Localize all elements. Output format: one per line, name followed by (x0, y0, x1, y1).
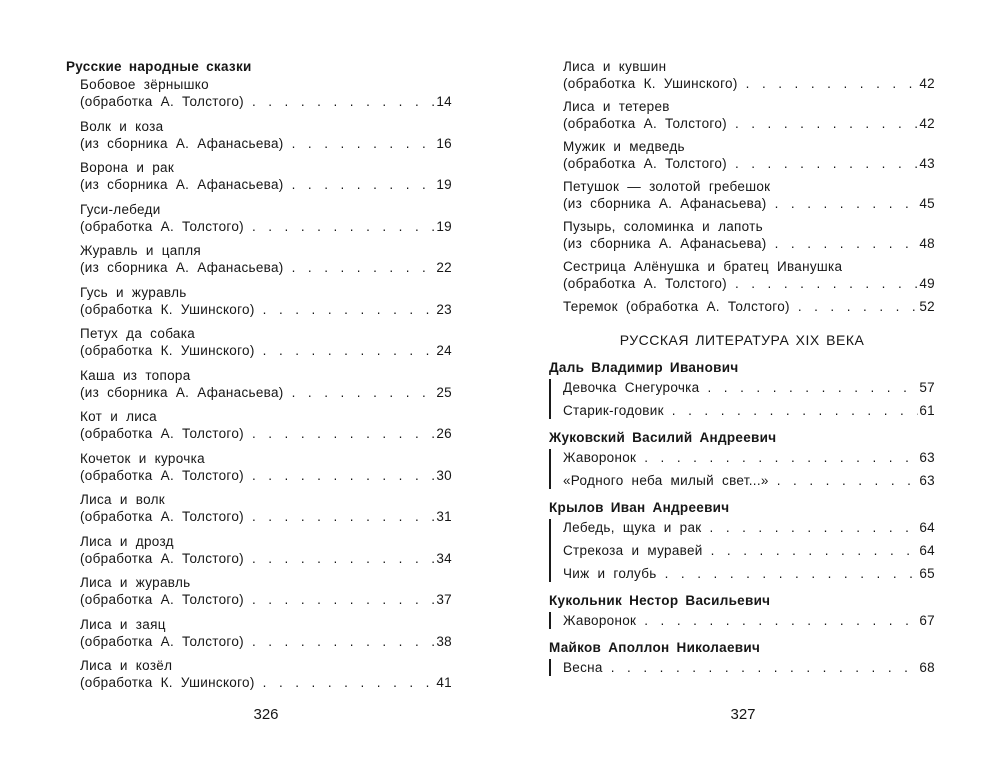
page-ref: 19 (436, 177, 452, 192)
right-page (500, 0, 1000, 777)
toc-entry (80, 491, 452, 525)
dot-leader (798, 298, 919, 315)
left-toc-column (66, 58, 452, 691)
entry-line (563, 379, 935, 396)
entry-line (563, 565, 935, 582)
author-block (549, 639, 935, 676)
entry-title: Каша из топора (80, 367, 191, 383)
entry-title: Лиса и тетерев (563, 99, 670, 114)
entry-line (80, 508, 452, 525)
toc-entry (563, 612, 935, 629)
author-name: Даль Владимир Иванович (549, 360, 739, 375)
entry-title: Лиса и кувшин (563, 59, 667, 74)
page-ref: 25 (436, 384, 452, 400)
toc-entry (563, 565, 935, 582)
entry-title: Сестрица Алёнушка и братец Иванушка (563, 259, 843, 274)
entry-line (563, 542, 935, 559)
entry-title: Пузырь, соломинка и лапоть (563, 219, 763, 234)
dot-leader (707, 379, 918, 396)
dot-leader (263, 301, 436, 318)
page-ref: 41 (436, 675, 452, 690)
entry-title: Жаворонок (563, 450, 637, 465)
entry-source: (из сборника А. Афанасьева) (563, 196, 767, 211)
dot-leader (292, 259, 436, 276)
dot-leader (252, 425, 435, 442)
author-works (549, 612, 935, 629)
author-block (549, 499, 935, 582)
entry-title: Старик-годовик (563, 403, 664, 418)
authors-list (549, 359, 935, 676)
toc-entry (563, 58, 935, 92)
author-works (549, 449, 935, 489)
entry-title: Гуси-лебеди (80, 201, 161, 217)
entry-line (80, 591, 452, 608)
toc-entry (80, 201, 452, 235)
dot-leader (252, 550, 435, 567)
entry-line (563, 449, 935, 466)
entry-source: (обработка А. Толстого) (80, 426, 244, 441)
entry-source: (обработка А. Толстого) (80, 633, 244, 649)
dot-leader (710, 519, 919, 536)
entry-line (563, 472, 935, 489)
dot-leader (292, 384, 436, 401)
author-works (549, 379, 935, 419)
page-ref: 63 (919, 473, 935, 488)
toc-entry (80, 284, 452, 318)
entry-source: (из сборника А. Афанасьева) (80, 177, 284, 192)
folk-tales-entries (80, 76, 452, 691)
toc-entry (80, 533, 452, 567)
entry-title: Волк и коза (80, 118, 164, 134)
page-ref: 67 (919, 613, 935, 628)
toc-entry (563, 218, 935, 252)
toc-entry (563, 178, 935, 212)
page-ref: 64 (919, 520, 935, 535)
dot-leader (263, 674, 436, 691)
dot-leader (644, 449, 918, 466)
page-ref: 48 (919, 236, 935, 251)
entry-line (563, 402, 935, 419)
entry-line (80, 176, 452, 193)
dot-leader (252, 508, 435, 525)
entry-line (80, 93, 452, 110)
dot-leader (263, 342, 436, 359)
entry-line (563, 659, 935, 676)
author-name: Жуковский Василий Андреевич (549, 430, 777, 445)
dot-leader (735, 155, 918, 172)
author-name: Кукольник Нестор Васильевич (549, 593, 771, 608)
entry-source: (обработка А. Толстого) (563, 156, 727, 171)
page-ref: 42 (919, 76, 935, 91)
entry-source: (обработка А. Толстого) (563, 276, 727, 291)
page-ref: 64 (919, 543, 935, 558)
entry-line (563, 275, 935, 292)
toc-entry (80, 118, 452, 152)
entry-line (80, 135, 452, 152)
entry-title: Лебедь, щука и рак (563, 520, 702, 535)
page-ref: 52 (919, 299, 935, 314)
page-ref: 14 (436, 94, 452, 109)
page-ref: 38 (436, 633, 452, 649)
entry-line (80, 467, 452, 484)
entry-title: Лиса и заяц (80, 616, 166, 632)
entry-source: (обработка К. Ушинского) (80, 675, 255, 690)
toc-entry (563, 519, 935, 536)
dot-leader (746, 75, 919, 92)
author-block (549, 359, 935, 419)
continued-folk-tales-entries (563, 58, 935, 315)
entry-title: Бобовое зёрнышко (80, 77, 209, 92)
toc-entry (80, 367, 452, 401)
entry-line (563, 195, 935, 212)
toc-entry (80, 325, 452, 359)
dot-leader (292, 135, 436, 152)
dot-leader (644, 612, 918, 629)
entry-source: (обработка А. Толстого) (80, 509, 244, 524)
entry-source: (из сборника А. Афанасьева) (80, 135, 284, 151)
entry-source: (обработка А. Толстого) (80, 592, 244, 607)
right-toc-column (549, 58, 935, 676)
dot-leader (735, 115, 918, 132)
dot-leader (252, 467, 435, 484)
page-ref: 61 (919, 403, 935, 418)
toc-entry (563, 298, 935, 315)
toc-entry (563, 98, 935, 132)
entry-line (80, 384, 452, 401)
entry-title: Ворона и рак (80, 160, 175, 175)
entry-line (80, 633, 452, 650)
entry-source: (обработка А. Толстого) (80, 218, 244, 234)
entry-line (80, 674, 452, 691)
dot-leader (735, 275, 918, 292)
page-ref: 49 (919, 276, 935, 291)
entry-title: Мужик и медведь (563, 139, 685, 154)
dot-leader (292, 176, 436, 193)
page-ref: 24 (436, 343, 452, 358)
author-block (549, 592, 935, 629)
page-ref: 26 (436, 426, 452, 441)
entry-line (80, 259, 452, 276)
toc-entry (80, 76, 452, 110)
toc-entry (563, 138, 935, 172)
page-ref: 68 (919, 660, 935, 675)
entry-line (563, 519, 935, 536)
section-title-folk-tales: Русские народные сказки (66, 59, 252, 74)
page-number-left: 326 (253, 706, 279, 723)
page-ref: 42 (919, 116, 935, 131)
entry-line (563, 155, 935, 172)
dot-leader (252, 591, 435, 608)
entry-source: (обработка К. Ушинского) (80, 301, 255, 317)
page-number-right: 327 (730, 706, 756, 723)
author-works (549, 659, 935, 676)
page-ref: 34 (436, 550, 452, 566)
author-name: Крылов Иван Андреевич (549, 500, 730, 515)
author-works (549, 519, 935, 582)
page-ref: 43 (919, 156, 935, 171)
dot-leader (777, 472, 919, 489)
entry-title: Стрекоза и муравей (563, 543, 703, 558)
dot-leader (775, 235, 919, 252)
dot-leader (252, 633, 435, 650)
author-name: Майков Аполлон Николаевич (549, 640, 761, 655)
toc-entry (563, 402, 935, 419)
entry-line (80, 301, 452, 318)
entry-source: (из сборника А. Афанасьева) (563, 236, 767, 251)
toc-entry (563, 258, 935, 292)
page-ref: 23 (436, 301, 452, 317)
page-ref: 57 (919, 380, 935, 395)
page-ref: 63 (919, 450, 935, 465)
entry-source: (обработка А. Толстого) (563, 116, 727, 131)
toc-entry (80, 159, 452, 193)
entry-title: Жаворонок (563, 613, 637, 628)
dot-leader (252, 218, 435, 235)
entry-line (563, 235, 935, 252)
dot-leader (611, 659, 919, 676)
entry-title: Лиса и волк (80, 492, 166, 507)
toc-entry (80, 242, 452, 276)
page-ref: 16 (436, 135, 452, 151)
entry-title: «Родного неба милый свет...» (563, 473, 769, 488)
entry-line (563, 298, 935, 315)
page-ref: 30 (436, 467, 452, 483)
dot-leader (252, 93, 435, 110)
page-ref: 45 (919, 196, 935, 211)
entry-line (80, 425, 452, 442)
entry-title: Теремок (обработка А. Толстого) (563, 299, 790, 314)
entry-source: (обработка А. Толстого) (80, 550, 244, 566)
toc-entry (563, 449, 935, 466)
author-block (549, 429, 935, 489)
page-ref: 22 (436, 260, 452, 275)
section-title-19th-century: РУССКАЯ ЛИТЕРАТУРА XIX ВЕКА (619, 332, 865, 348)
entry-title: Девочка Снегурочка (563, 380, 700, 395)
entry-title: Чиж и голубь (563, 566, 657, 581)
entry-line (563, 612, 935, 629)
entry-title: Журавль и цапля (80, 243, 201, 258)
toc-entry (80, 616, 452, 650)
entry-source: (из сборника А. Афанасьева) (80, 260, 284, 275)
entry-line (80, 550, 452, 567)
entry-source: (обработка К. Ушинского) (80, 343, 255, 358)
toc-entry (80, 408, 452, 442)
entry-source: (обработка К. Ушинского) (563, 76, 738, 91)
dot-leader (672, 402, 919, 419)
entry-title: Лиса и дрозд (80, 533, 174, 549)
entry-line (80, 218, 452, 235)
entry-title: Лиса и журавль (80, 575, 191, 590)
entry-title: Гусь и журавль (80, 284, 187, 300)
toc-entry (80, 450, 452, 484)
toc-entry (563, 542, 935, 559)
dot-leader (711, 542, 919, 559)
toc-entry (563, 472, 935, 489)
toc-entry (80, 657, 452, 691)
entry-source: (обработка А. Толстого) (80, 94, 244, 109)
page-ref: 19 (436, 218, 452, 234)
toc-entry (563, 659, 935, 676)
page-ref: 31 (436, 509, 452, 524)
entry-title: Весна (563, 660, 603, 675)
entry-source: (обработка А. Толстого) (80, 467, 244, 483)
page-ref: 37 (436, 592, 452, 607)
entry-title: Петух да собака (80, 326, 196, 341)
toc-entry (80, 574, 452, 608)
entry-source: (из сборника А. Афанасьева) (80, 384, 284, 400)
dot-leader (665, 565, 919, 582)
entry-title: Петушок — золотой гребешок (563, 179, 771, 194)
entry-title: Кот и лиса (80, 409, 157, 424)
toc-entry (563, 379, 935, 396)
entry-line (563, 75, 935, 92)
dot-leader (775, 195, 919, 212)
entry-line (80, 342, 452, 359)
page-ref: 65 (919, 566, 935, 581)
entry-title: Лиса и козёл (80, 658, 173, 673)
entry-line (563, 115, 935, 132)
entry-title: Кочеток и курочка (80, 450, 205, 466)
